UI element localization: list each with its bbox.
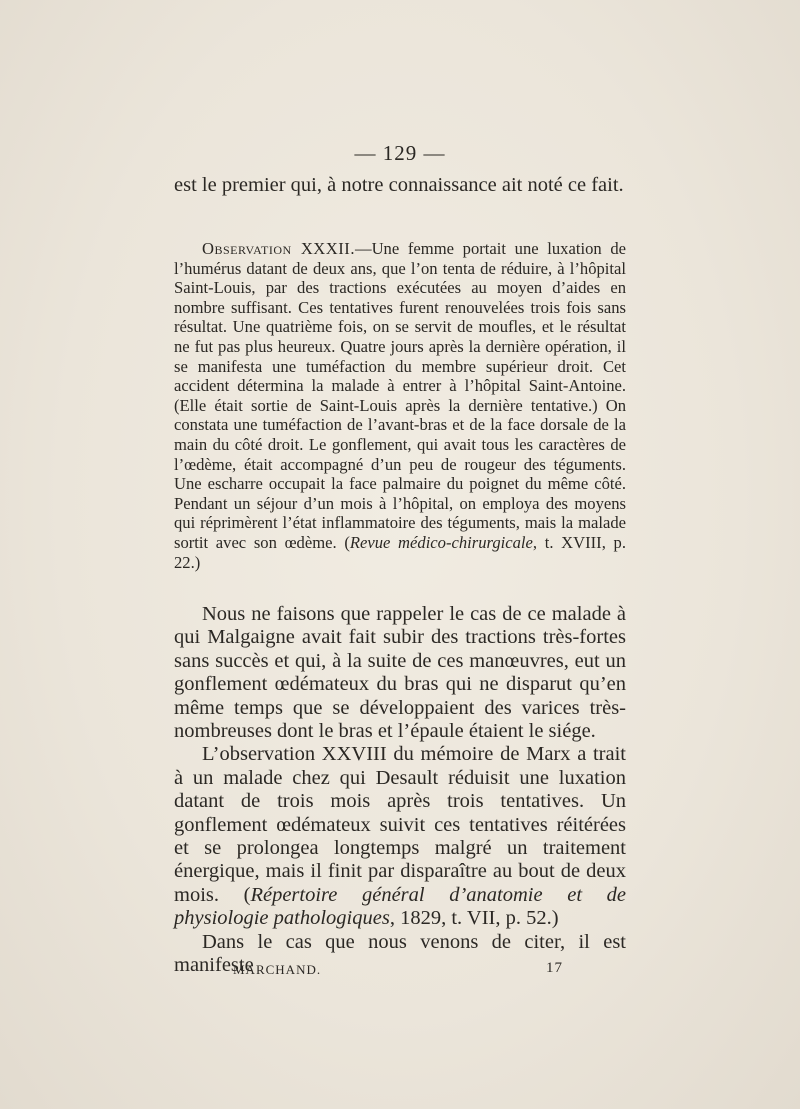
paragraph-malgaigne: Nous ne faisons que rappeler le cas de ce malade à qui Malgaigne avait fait subir des tractions très-fortes sans succès et qui, à la suite de ces manœuvres, eut un gonflement œdémateux du bras qui ne disparut qu’en même temps que se développaient des varices très-nombreuses dont le bras et l’épaule étaient le siége. bbox=[174, 603, 626, 743]
marx-ref-title: Répertoire général d’anatomie et de physiologie pathologiques bbox=[174, 883, 626, 930]
paragraph-intro bbox=[174, 174, 626, 197]
paragraph-marx bbox=[174, 743, 626, 930]
marx-text: L’observation XXVIII du mémoire de Marx a trait à un malade chez qui Desault réduisit une luxation datant de trois mois après trois tentatives. Un gonflement œdémateux suivit ces tentatives réitérées et se prolongea longtemps malgré un traitement énergique, mais il finit par disparaître au bout de deux mois. ( bbox=[174, 743, 626, 906]
observation-label: Observation XXXII. bbox=[202, 239, 355, 258]
observation-text: —Une femme portait une luxation de l’humérus datant de deux ans, que l’on tenta de réduire, à l’hôpital Saint-Louis, par des tractions exécutées au moyen d’aides en nombre suffisant. Ces tentatives furent renouvelées trois fois sans résultat. Une quatrième fois, on se servit de moufles, et le résultat ne fut pas plus heureux. Quatre jours après la dernière opération, il se manifesta une tuméfaction du membre supérieur droit. Cet accident détermina la malade à entrer à l’hôpital Saint-Antoine. (Elle était sortie de Saint-Louis après la dernière tentative.) On constata une tuméfaction de l’avant-bras et de la face dorsale de la main du côté droit. Le gonflement, qui avait tous les caractères de l’œdème, était accompagné d’un peu de rougeur des téguments. Une escharre occupait la face palmaire du poignet du même côté. Pendant un séjour d’un mois à l’hôpital, on employa des moyens qui réprimèrent l’état inflammatoire des téguments, mais la malade sortit avec son œdème. bbox=[174, 239, 626, 552]
observation-ref-rest: , t. XVIII, p. 22.) bbox=[174, 532, 626, 572]
observation-ref-open: ( bbox=[344, 532, 350, 552]
page-number: — 129 — bbox=[354, 141, 446, 165]
observation-paragraph bbox=[174, 239, 626, 572]
page-footer bbox=[233, 962, 563, 978]
marx-ref-rest: , 1829, t. VII, p. 52.) bbox=[389, 907, 559, 930]
body-block bbox=[174, 603, 626, 978]
intro-text: est le premier qui, à notre connaissance ait noté ce fait. bbox=[174, 174, 624, 196]
footer-signature: MARCHAND. bbox=[233, 962, 322, 977]
observation-block bbox=[174, 239, 626, 572]
footer-sheet-number: 17 bbox=[546, 960, 563, 976]
paragraph-closing: Dans le cas que nous venons de citer, il est manifeste bbox=[174, 930, 626, 977]
observation-ref-title: Revue médico-chirurgicale bbox=[349, 532, 533, 552]
